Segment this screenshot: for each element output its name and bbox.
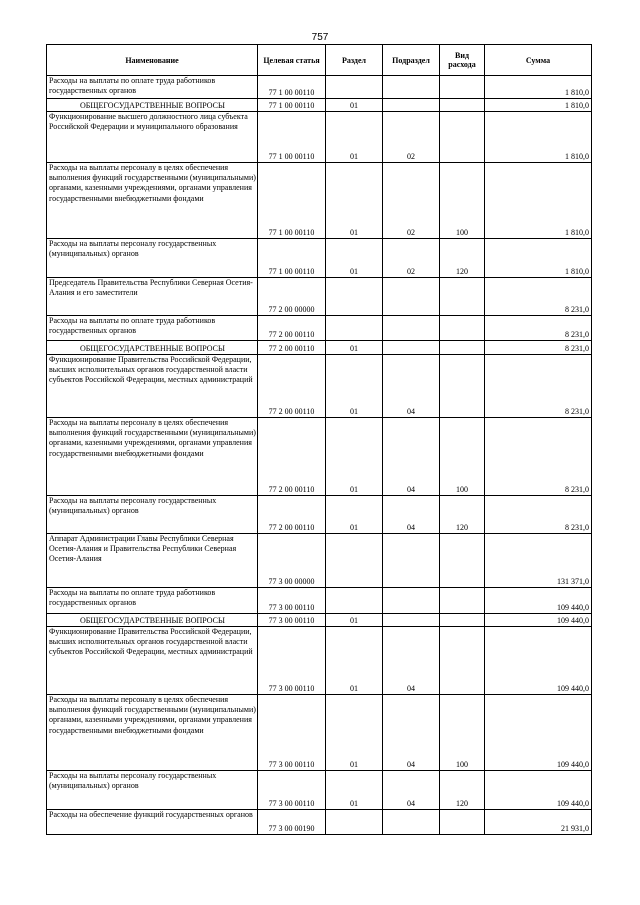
row-section: 01 — [326, 627, 383, 695]
row-section: 01 — [326, 239, 383, 278]
row-subsection: 04 — [383, 418, 440, 496]
row-section: 01 — [326, 496, 383, 534]
table-row — [47, 112, 592, 163]
row-subsection — [383, 588, 440, 614]
row-expense-type — [440, 627, 485, 695]
row-target: 77 3 00 00110 — [258, 588, 326, 614]
row-sum: 8 231,0 — [485, 341, 592, 355]
row-section: 01 — [326, 614, 383, 627]
row-expense-type — [440, 810, 485, 835]
table-row — [47, 771, 592, 810]
row-target: 77 3 00 00110 — [258, 695, 326, 771]
row-target: 77 2 00 00000 — [258, 278, 326, 316]
row-sum: 8 231,0 — [485, 316, 592, 341]
row-name: Расходы на выплаты персоналу государственных (муниципальных) органов — [47, 239, 258, 278]
row-name: Расходы на выплаты персоналу в целях обеспечения выполнения функций государственными (муниципальными) органами, казенными учреждениями, органами управления государственными внебюджетными фондами — [47, 418, 258, 496]
row-sum: 1 810,0 — [485, 239, 592, 278]
row-target: 77 2 00 00110 — [258, 418, 326, 496]
row-expense-type — [440, 76, 485, 99]
row-expense-type — [440, 316, 485, 341]
table-row — [47, 588, 592, 614]
table-row — [47, 810, 592, 835]
row-expense-type: 100 — [440, 695, 485, 771]
row-name: Расходы на обеспечение функций государственных органов — [47, 810, 258, 835]
table-row — [47, 627, 592, 695]
row-section: 01 — [326, 163, 383, 239]
row-expense-type: 120 — [440, 239, 485, 278]
row-section: 01 — [326, 341, 383, 355]
table-row — [47, 355, 592, 418]
header-expense-type: Вид расхода — [440, 45, 485, 76]
row-sum: 109 440,0 — [485, 614, 592, 627]
row-sum: 8 231,0 — [485, 278, 592, 316]
row-subsection: 04 — [383, 496, 440, 534]
row-section — [326, 534, 383, 588]
row-subsection: 04 — [383, 771, 440, 810]
row-sum: 109 440,0 — [485, 695, 592, 771]
row-expense-type — [440, 341, 485, 355]
header-subsection: Подраздел — [383, 45, 440, 76]
row-sum: 109 440,0 — [485, 771, 592, 810]
row-section: 01 — [326, 695, 383, 771]
row-subsection — [383, 76, 440, 99]
row-section — [326, 278, 383, 316]
row-name: ОБЩЕГОСУДАРСТВЕННЫЕ ВОПРОСЫ — [47, 614, 258, 627]
row-subsection — [383, 316, 440, 341]
row-target: 77 2 00 00110 — [258, 496, 326, 534]
row-sum: 8 231,0 — [485, 418, 592, 496]
row-expense-type: 120 — [440, 496, 485, 534]
row-subsection: 02 — [383, 163, 440, 239]
row-subsection — [383, 810, 440, 835]
row-expense-type — [440, 355, 485, 418]
row-name: Аппарат Администрации Главы Республики Северная Осетия-Алания и Правительства Республики Северная Осетия-Алания — [47, 534, 258, 588]
row-expense-type — [440, 112, 485, 163]
row-section: 01 — [326, 418, 383, 496]
table-row — [47, 278, 592, 316]
row-subsection: 04 — [383, 695, 440, 771]
row-section — [326, 316, 383, 341]
table-row — [47, 496, 592, 534]
row-subsection: 02 — [383, 239, 440, 278]
row-name: Функционирование Правительства Российской Федерации, высших исполнительных органов государственной власти субъектов Российской Федерации, местных администраций — [47, 627, 258, 695]
row-target: 77 1 00 00110 — [258, 239, 326, 278]
table-row — [47, 534, 592, 588]
row-target: 77 2 00 00110 — [258, 316, 326, 341]
row-section: 01 — [326, 771, 383, 810]
table-row — [47, 614, 592, 627]
table-row — [47, 239, 592, 278]
row-name: Функционирование высшего должностного лица субъекта Российской Федерации и муниципального образования — [47, 112, 258, 163]
page-number: 757 — [311, 32, 329, 43]
row-target: 77 3 00 00110 — [258, 771, 326, 810]
table-row — [47, 695, 592, 771]
table-row — [47, 316, 592, 341]
row-subsection — [383, 614, 440, 627]
row-subsection — [383, 278, 440, 316]
row-section: 01 — [326, 99, 383, 112]
row-sum: 109 440,0 — [485, 627, 592, 695]
row-target: 77 1 00 00110 — [258, 99, 326, 112]
row-name: Расходы на выплаты персоналу государственных (муниципальных) органов — [47, 771, 258, 810]
row-target: 77 3 00 00190 — [258, 810, 326, 835]
row-target: 77 2 00 00110 — [258, 355, 326, 418]
row-section: 01 — [326, 355, 383, 418]
table-row — [47, 163, 592, 239]
row-expense-type — [440, 99, 485, 112]
row-name: Расходы на выплаты по оплате труда работников государственных органов — [47, 76, 258, 99]
row-name: ОБЩЕГОСУДАРСТВЕННЫЕ ВОПРОСЫ — [47, 341, 258, 355]
row-sum: 21 931,0 — [485, 810, 592, 835]
row-subsection: 02 — [383, 112, 440, 163]
row-section — [326, 810, 383, 835]
row-name: Расходы на выплаты персоналу в целях обеспечения выполнения функций государственными (муниципальными) органами, казенными учреждениями, органами управления государственными внебюджетными фондами — [47, 695, 258, 771]
header-name: Наименование — [47, 45, 258, 76]
table-row — [47, 76, 592, 99]
row-name: Функционирование Правительства Российской Федерации, высших исполнительных органов государственной власти субъектов Российской Федерации, местных администраций — [47, 355, 258, 418]
row-sum: 8 231,0 — [485, 355, 592, 418]
row-section — [326, 588, 383, 614]
row-expense-type — [440, 534, 485, 588]
row-sum: 8 231,0 — [485, 496, 592, 534]
row-expense-type — [440, 278, 485, 316]
row-name: Расходы на выплаты персоналу государственных (муниципальных) органов — [47, 496, 258, 534]
row-target: 77 3 00 00110 — [258, 614, 326, 627]
row-name: ОБЩЕГОСУДАРСТВЕННЫЕ ВОПРОСЫ — [47, 99, 258, 112]
row-expense-type — [440, 588, 485, 614]
header-sum: Сумма — [485, 45, 592, 76]
row-subsection: 04 — [383, 627, 440, 695]
row-expense-type: 120 — [440, 771, 485, 810]
row-target: 77 3 00 00000 — [258, 534, 326, 588]
row-expense-type: 100 — [440, 163, 485, 239]
row-sum: 109 440,0 — [485, 588, 592, 614]
row-sum: 1 810,0 — [485, 163, 592, 239]
row-target: 77 2 00 00110 — [258, 341, 326, 355]
row-subsection — [383, 534, 440, 588]
row-name: Расходы на выплаты по оплате труда работников государственных органов — [47, 588, 258, 614]
header-target: Целевая статья — [258, 45, 326, 76]
budget-table — [46, 44, 592, 835]
row-expense-type: 100 — [440, 418, 485, 496]
table-row — [47, 418, 592, 496]
row-section: 01 — [326, 112, 383, 163]
row-target: 77 1 00 00110 — [258, 76, 326, 99]
row-section — [326, 76, 383, 99]
row-sum: 1 810,0 — [485, 76, 592, 99]
row-sum: 1 810,0 — [485, 99, 592, 112]
row-subsection — [383, 99, 440, 112]
row-sum: 131 371,0 — [485, 534, 592, 588]
table-header-row — [47, 45, 592, 76]
row-subsection — [383, 341, 440, 355]
table-row — [47, 99, 592, 112]
header-section: Раздел — [326, 45, 383, 76]
table-row — [47, 341, 592, 355]
row-target: 77 3 00 00110 — [258, 627, 326, 695]
row-target: 77 1 00 00110 — [258, 163, 326, 239]
row-sum: 1 810,0 — [485, 112, 592, 163]
row-name: Расходы на выплаты персоналу в целях обеспечения выполнения функций государственными (муниципальными) органами, казенными учреждениями, органами управления государственными внебюджетными фондами — [47, 163, 258, 239]
row-target: 77 1 00 00110 — [258, 112, 326, 163]
row-subsection: 04 — [383, 355, 440, 418]
row-expense-type — [440, 614, 485, 627]
row-name: Председатель Правительства Республики Северная Осетия-Алания и его заместители — [47, 278, 258, 316]
row-name: Расходы на выплаты по оплате труда работников государственных органов — [47, 316, 258, 341]
